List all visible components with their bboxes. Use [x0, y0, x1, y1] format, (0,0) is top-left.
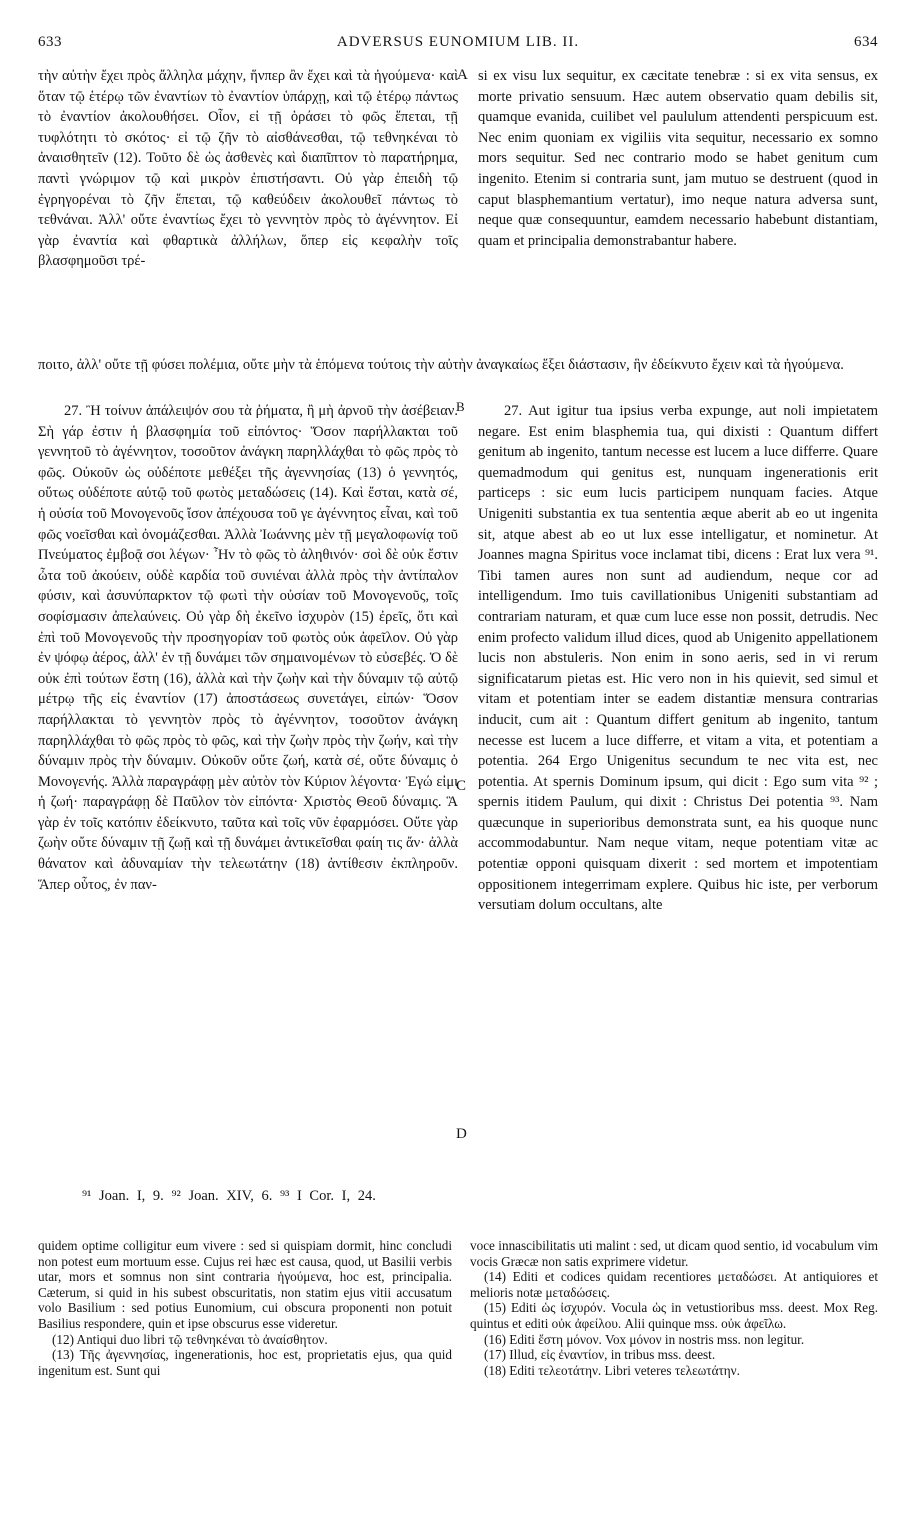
note-16: (16) Editi ἔστη μόνον. Vox μόνον in nostris mss. non legitur.	[484, 1331, 805, 1347]
note-15: (15) Editi ὡς ἰσχυρόν. Vocula ὡς in vetustioribus mss. deest. Mox Reg. quintus et editi οὐκ ἀφείλου. Alii quinque mss. οὐκ ἀφεῖλω.	[470, 1300, 878, 1331]
note-18: (18) Editi τελεοτάτην. Libri veteres τελεωτάτην.	[484, 1362, 740, 1378]
greek-column-section-27	[38, 401, 458, 895]
editorial-notes-right	[470, 1238, 878, 1378]
margin-marker-b: B	[456, 399, 465, 414]
greek-continuation-text: ποιτο, ἀλλ' οὔτε τῇ φύσει πολέμια, οὔτε μὴν τὰ ἑπόμενα τούτοις τὴν αὐτὴν ἀναγκαίως ἕξει διάστασιν, ἣν ἐδείκνυτο ἔχειν καὶ τὰ ἡγούμενα.	[38, 357, 844, 373]
margin-marker-d: D	[456, 1126, 467, 1142]
note-17: (17) Illud, εἰς ἐναντίον, in tribus mss. deest.	[484, 1347, 716, 1363]
latin-paragraph: si ex visu lux sequitur, ex cæcitate tenebræ : si ex vita sensus, ex morte privatio sensuum. Hæc autem observatio quam debilis sit, quamque evanida, cuilibet vel paululum attendenti perspicuum est. Nec enim quoniam ex vigiliis vita sequitur, necessario ex somno mors sequitur. Sed nec contrario modo se habet genitum cum ingenito. Etenim si contraria sunt, jam mutuo se destruent (quod in caput blasphemantium vertatur), imo neque natura adversa sunt, neque quæ consequuntur, eamdem necessario habebunt distantiam, quam et principalia demonstrabantur habere.	[478, 68, 878, 249]
right-page-number: 634	[854, 34, 878, 50]
editorial-notes-left	[38, 1238, 452, 1378]
note-14: (14) Editi et codices quidam recentiores μεταδώσει. At antiquiores et melioris notæ μεταδώσεις.	[470, 1269, 878, 1300]
footnote-92: ⁹² Joan. XIV, 6.	[171, 1188, 273, 1204]
page-header	[38, 34, 878, 58]
greek-paragraph-27: 27. Ἢ τοίνυν ἀπάλειψόν σου τὰ ῥήματα, ἢ μὴ ἀρνοῦ τὴν ἀσέβειαν. Σὴ γάρ ἐστιν ἡ βλασφημία τοῦ εἰπόντος· Ὅσον παρήλλακται τοῦ γεννητοῦ τὸ ἀγέννητον, τοσοῦτον ἀνάγκη παρηλλάχθαι τὸ φῶς πρὸς τὸ φῶς. Οὐκοῦν ὡς οὐδέποτε μεθέξει τῆς ἀγεννησίας (13) ὁ γεννητός, οὕτως οὐδέποτε αὐτῷ τοῦ φωτὸς μεταδώσεις (14). Καὶ ἔσται, κατὰ σέ, ἡ οὐσία τοῦ Μονογενοῦς ἴσον ἀπέχουσα τοῦ γε ἀγέννητος εἶναι, καὶ τοῦ φῶς νοεῖσθαι καὶ ὀνομάζεσθαι. Ἀλλὰ Ἰωάννης μὲν τῇ μεγαλοφωνίᾳ τοῦ Πνεύματος ἐμβοᾷ σοι λέγων· Ἦν τὸ φῶς τὸ ἀληθινόν· σοὶ δὲ οὐκ ἔστιν ὦτα τοῦ ἀκούειν, οὐδὲ καρδία τοῦ συνιέναι ἀλλὰ πρὸς τὴν ἀντίπαλον φύσιν, καὶ ἀσυνύπαρκτον τῷ φωτὶ τὴν οὐσίαν τοῦ Μονογενοῦς, τοῖς σοφίσμασιν ἀπελαύνεις. Οὐ γὰρ δὴ ἐκεῖνο ἰσχυρὸν (15) ἐρεῖς, ὅτι καὶ ἐπὶ τοῦ Μονογενοῦς τὴν προσηγορίαν τοῦ φωτὸς οὐκ ἀφεῖλον. Οὐ γὰρ ἐν ψόφῳ ἀέρος, ἀλλ' ἐν τῇ δυνάμει τῶν σημαινομένων τὸ εὐσεβές. Ὁ δὲ οὐκ ἐπὶ τούτων ἔστη (16), ἀλλὰ καὶ τὴν ζωὴν καὶ τὴν δύναμιν τῷ αὐτῷ μέτρῳ τῆς εἰς ἐναντίον (17) ἀποστάσεως συνετάγει, εἰπών· Ὅσον παρήλλακται τὸ γεννητὸν πρὸς τὸ ἀγέννητον, τοσοῦτον ἀνάγκη παρηλλάχθαι τὸ φῶς πρὸς τὸ φῶς, καὶ τὴν ζωὴν πρὸς τὴν ζωήν, καὶ τὴν δύναμιν πρὸς τὴν δύναμιν. Οὐκοῦν οὔτε ζωή, κατὰ σέ, οὔτε δύναμις ὁ Μονογενής. Ἀλλὰ παραγράφῃ μὲν αὐτὸν τὸν Κύριον λέγοντα· Ἐγώ εἰμι ἡ ζωή· παραγράφῃ δὲ Παῦλον τὸν εἰπόντα· Χριστὸς Θεοῦ δύναμις. Ἃ γὰρ ἐν τοῖς κατόπιν ἐδείκνυτο, ταῦτα καὶ τοῖς νῦν ἐφαρμόσει. Οὔτε γὰρ ζωὴν οὔτε δύναμιν τῇ ζωῇ καὶ τῇ δυνάμει ἀντικεῖσθαι φαίη τις ἄν· ἀλλὰ θάνατον καὶ ἀδυναμίαν τὴν τελεωτάτην (18) ἀντίθεσιν ἐκπληροῦν. Ἅπερ οὗτος, ἐν παν-	[38, 403, 458, 893]
left-page-number: 633	[38, 34, 62, 50]
greek-paragraph: τὴν αὐτὴν ἔχει πρὸς ἄλληλα μάχην, ἥνπερ ἂν ἔχει καὶ τὰ ἡγούμενα· καὶ ὅταν τῷ ἑτέρῳ τῶν ἐναντίων τὸ ἐναντίον ὑπάρχῃ, καὶ τῷ ἑτέρῳ πάντως τὸ ἐναντίον ἀκολουθήσει. Οἷον, εἰ τῇ ὁράσει τὸ φῶς ἕπεται, τῇ τυφλότητι τὸ σκότος· εἰ τῷ ζῆν τὸ αἰσθάνεσθαι, τῷ τεθνηκέναι τὸ ἀναισθητεῖν (12). Τοῦτο δὲ ὡς ἀσθενὲς καὶ διαπῖπτον τὸ παρατήρημα, παντὶ γνώριμον τῷ καὶ μικρὸν ἐπιστήσαντι. Οὐ γὰρ ἐπειδὴ τῷ ἐγρηγορέναι τὸ ζῆν ἕπεται, τῷ καθεύδειν ἀκολουθεῖ πάντως τὸ τεθνάναι. Ἀλλ' οὔτε ἐναντίως ἔχει τὸ γεννητὸν πρὸς τὸ ἀγέννητον. Εἰ γὰρ ἐναντία καὶ φθαρτικὰ ἀλλήλων, ὅπερ εἰς κεφαλὴν τοῖς βλασφημοῦσι τρέ-	[38, 68, 458, 270]
margin-marker-c: C	[456, 778, 467, 794]
latin-column-top	[478, 66, 878, 251]
greek-column-top	[38, 66, 458, 272]
note-12: (12) Antiqui duo libri τῷ τεθνηκέναι τὸ ἀναίσθητον.	[52, 1331, 328, 1347]
note-13-continuation: voce innascibilitatis uti malint : sed, ut dicam quod sentio, id vocabulum vim vocis Græcæ non satis exprimere videtur.	[470, 1238, 878, 1269]
latin-paragraph-27: 27. Aut igitur tua ipsius verba expunge, aut noli impietatem negare. Est enim blasphemia tua, qui dixisti : Quantum differt genitum ab ingenito, tantum necesse est lucem a luce differre. Quare quemadmodum qui genitus est, nunquam ingenerationis erit particeps : sic eum lucis participem nunquam facies. Atque Unigeniti substantia ex tua sententia æque aberit ab eo ut ingenita sit, atque abest ab eo ut lux esse intelligatur, et nominetur. At Joannes magna Spiritus voce inclamat tibi, dicens : Erat lux vera ⁹¹. Tibi tamen aures non sunt ad audiendum, neque cor ad intelligendum. Imo tuis cavillationibus Unigeniti substantiam ad contrariam naturam, et quæ cum luce esse non possit, detrudis. Nec enim profecto validum illud dices, quod ab Unigenito appellationem lucis non abstuleris. Non enim in sono aeris, sed in vi rerum significatarum pietas est. Hic vero non in his quievit, sed simul et vitam et potentiam inter se eadem distantiæ mensura contrarias inducit, cum ait : Quantum differt genitum ab ingenito, tantum necesse est lucem a luce differre, et vitam a vita, et potentiam a potentia. 264 Ergo Unigenitus secundum te nec vita est, nec potentia. At spernis Dominum ipsum, qui dicit : Ego sum vita ⁹² ; spernis itidem Paulum, qui dixit : Christus Dei potentia ⁹³. Nam quæcunque in superioribus demonstrata sunt, ea his quoque nunc accommodabuntur. Nam neque vitam, neque potentiam vitæ ac potentiæ opponi quisquam dixerit : sed mortem et impotentiam oppositionem integerrimam explere. Quibus hic iste, per verborum versutiam dolum occultans, alte	[478, 403, 878, 914]
greek-full-width-continuation	[38, 355, 878, 376]
scripture-footnotes	[82, 1188, 582, 1205]
running-title: ADVERSUS EUNOMIUM LIB. II.	[336, 34, 580, 50]
latin-column-section-27	[478, 401, 878, 916]
note-13: (13) Τῆς ἀγεννησίας, ingenerationis, hoc est, proprietatis ejus, qua quid ingenitum est. Sunt qui	[38, 1347, 452, 1378]
footnote-91: ⁹¹ Joan. I, 9.	[82, 1188, 164, 1204]
note-continuation: quidem optime colligitur eum vivere : sed si quispiam dormit, hinc concludi non potest eum mortuum esse. Cujus rei hæc est causa, quod, ut Basilii verbis utar, mors et somnus non sint contraria ἡγούμενα, hoc est, principalia. Cæterum, si quid in his subest obscuritatis, non statim ejus vitii accusatum volo Basilium : sed potius Eunomium, cui obscura proponenti non potuit Basilius respondere, quin et ipse obscurus esse videretur.	[38, 1238, 452, 1331]
footnote-93: ⁹³ I Cor. I, 24.	[279, 1188, 376, 1204]
margin-marker-a: A	[457, 67, 468, 83]
